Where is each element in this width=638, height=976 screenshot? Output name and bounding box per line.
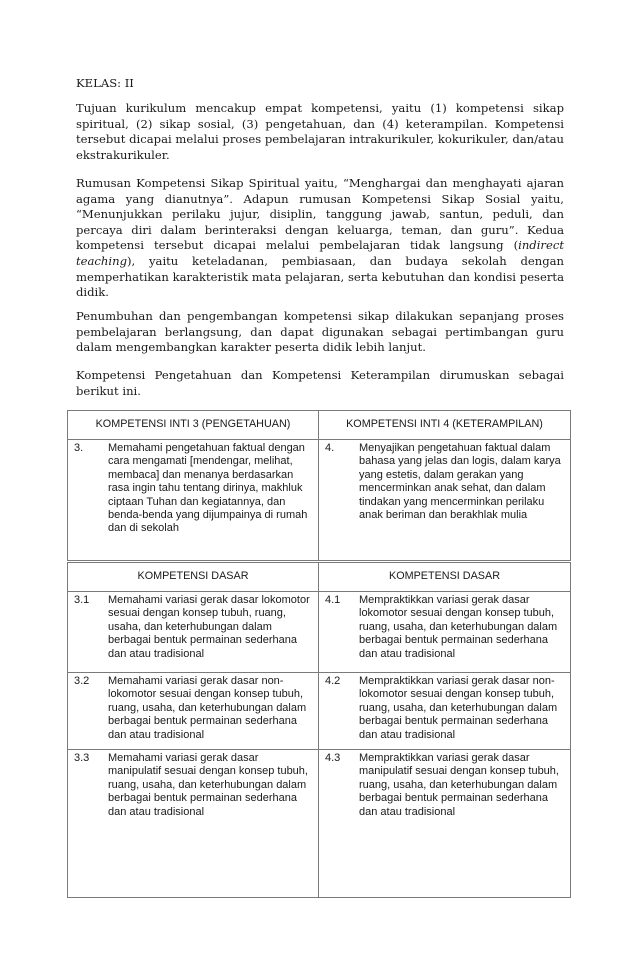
paragraph-attitude-competencies [76, 176, 564, 301]
competency-text: Memahami pengetahuan faktual dengan cara mengamati [mendengar, melihat, membaca] dan menanya berdasarkan rasa ingin tahu tentang dirinya, makhluk ciptaan Tuhan dan kegiatannya, dan benda-benda yang dijumpainya di rumah dan di sekolah [108, 442, 308, 535]
paragraph-intro-tables: Kompetensi Pengetahuan dan Kompetensi Keterampilan dirumuskan sebagai berikut ini. [76, 368, 564, 398]
class-heading: KELAS: II [76, 76, 134, 90]
competency-text: Memahami variasi gerak dasar manipulatif sesuai dengan konsep tubuh, ruang, usaha, dan keterhubungan dalam berbagai bentuk permainan sederhana dan atau tradisional [108, 752, 308, 818]
header-kd-left: KOMPETENSI DASAR [68, 563, 319, 592]
kd-cell [68, 673, 319, 750]
competency-number: 3.3 [74, 752, 90, 764]
competency-text: Menyajikan pengetahuan faktual dalam bahasa yang jelas dan logis, dalam karya yang estetis, dalam gerakan yang mencerminkan anak sehat, dan dalam tindakan yang mencerminkan perilaku anak beriman dan berakhlak mulia [359, 442, 561, 522]
paragraph-curriculum-goals: Tujuan kurikulum mencakup empat kompetensi, yaitu (1) kompetensi sikap spiritual, (2) sikap sosial, (3) pengetahuan, dan (4) keterampilan. Kompetensi tersebut dicapai melalui proses pembelajaran intrakurikuler, kokurikuler, dan/atau ekstrakurikuler. [76, 101, 564, 162]
header-ki3: KOMPETENSI INTI 3 (PENGETAHUAN) [68, 411, 319, 440]
kd-cell [319, 673, 571, 750]
competency-text: Mempraktikkan variasi gerak dasar non-lokomotor sesuai dengan konsep tubuh, ruang, usaha, dan keterhubungan dalam berbagai bentuk permainan sederhana dan atau tradisional [359, 675, 558, 741]
competency-text: Memahami variasi gerak dasar lokomotor sesuai dengan konsep tubuh, ruang, usaha, dan keterhubungan dalam berbagai bentuk permainan sederhana dan atau tradisional [108, 594, 310, 660]
competency-number: 4. [325, 442, 335, 454]
italic-term: indirect teaching [76, 238, 564, 268]
competency-number: 4.3 [325, 752, 341, 764]
table-row [68, 750, 571, 898]
kd-cell [68, 592, 319, 673]
paragraph-text: ), yaitu keteladanan, pembiasaan, dan budaya sekolah dengan memperhatikan karakteristik mata pelajaran, serta kebutuhan dan kondisi peserta didik. [76, 253, 564, 300]
paragraph-text: Rumusan Kompetensi Sikap Spiritual yaitu, “Menghargai dan menghayati ajaran agama yang dianutnya”. Adapun rumusan Kompetensi Sikap Sosial yaitu, “Menunjukkan perilaku jujur, disiplin, tanggung jawab, santun, peduli, dan percaya diri dalam berinteraksi dengan keluarga, teman, dan guru”. Kedua kompetensi tersebut dicapai melalui pembelajaran tidak langsung ( [76, 176, 564, 253]
table-row [68, 592, 571, 673]
ki4-cell [319, 440, 571, 561]
competency-number: 4.2 [325, 675, 341, 687]
competency-number: 3. [74, 442, 84, 454]
competency-text: Mempraktikkan variasi gerak dasar manipulatif sesuai dengan konsep tubuh, ruang, usaha, dan keterhubungan dalam berbagai bentuk permainan sederhana dan atau tradisional [359, 752, 559, 818]
header-kd-right: KOMPETENSI DASAR [319, 563, 571, 592]
ki3-cell [68, 440, 319, 561]
kd-cell [319, 592, 571, 673]
core-competency-table [67, 410, 571, 561]
basic-competency-table [67, 562, 571, 898]
competency-text: Memahami variasi gerak dasar non-lokomotor sesuai dengan konsep tubuh, ruang, usaha, dan keterhubungan dalam berbagai bentuk permainan sederhana dan atau tradisional [108, 675, 307, 741]
competency-number: 3.2 [74, 675, 90, 687]
competency-text: Mempraktikkan variasi gerak dasar lokomotor sesuai dengan konsep tubuh, ruang, usaha, dan keterhubungan dalam berbagai bentuk permainan sederhana dan atau tradisional [359, 594, 558, 660]
header-ki4: KOMPETENSI INTI 4 (KETERAMPILAN) [319, 411, 571, 440]
competency-number: 4.1 [325, 594, 341, 606]
kd-cell [319, 750, 571, 898]
competency-number: 3.1 [74, 594, 90, 606]
table-row [68, 673, 571, 750]
paragraph-attitude-development: Penumbuhan dan pengembangan kompetensi sikap dilakukan sepanjang proses pembelajaran berlangsung, dan dapat digunakan sebagai pertimbangan guru dalam mengembangkan karakter peserta didik lebih lanjut. [76, 309, 564, 355]
kd-cell [68, 750, 319, 898]
